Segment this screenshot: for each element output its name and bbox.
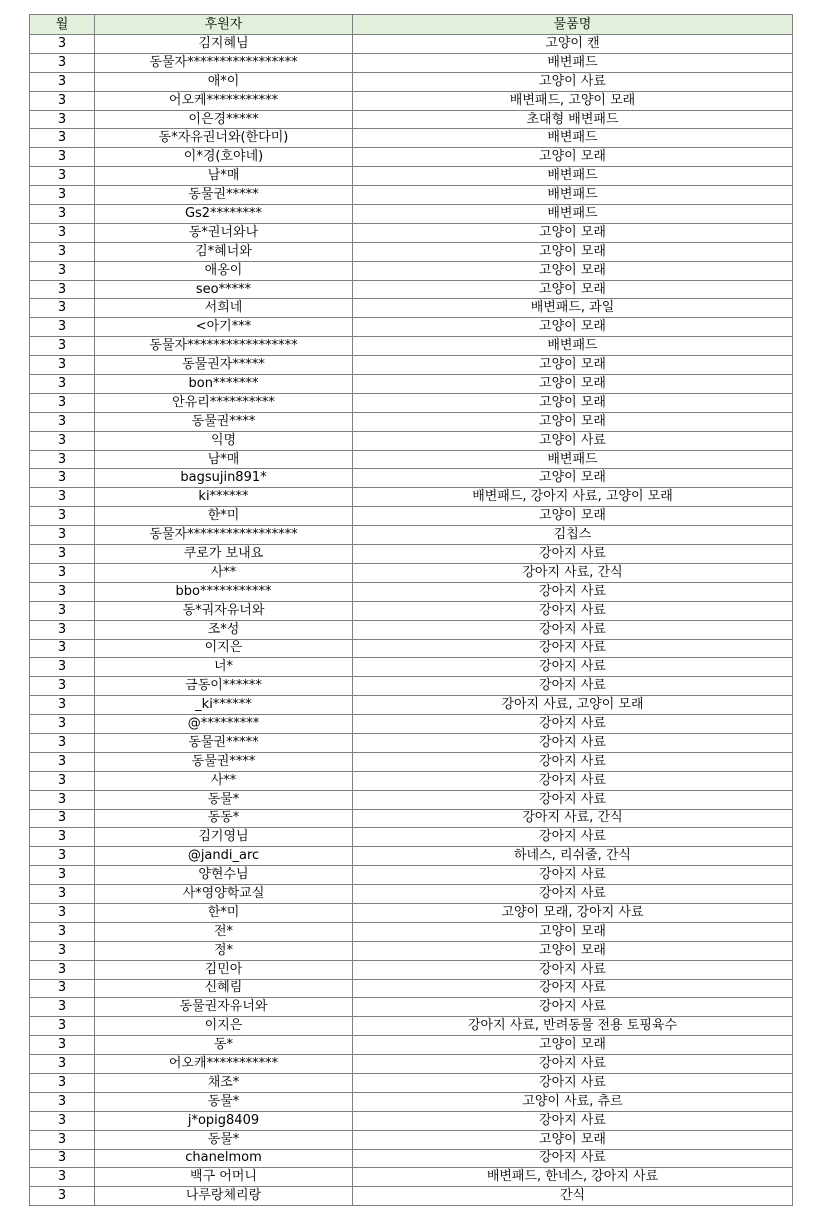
table-row [30,1036,793,1055]
cell-donor: <아기*** [95,318,353,337]
cell-item: 강아지 사료 [353,601,793,620]
table-row [30,960,793,979]
cell-month: 3 [30,91,95,110]
cell-donor: 동동* [95,809,353,828]
cell-month: 3 [30,412,95,431]
cell-item: 고양이 모래, 강아지 사료 [353,903,793,922]
cell-donor: 동물자***************** [95,526,353,545]
cell-donor: @jandi_arc [95,847,353,866]
cell-item: 배변패드 [353,129,793,148]
cell-month: 3 [30,393,95,412]
cell-donor: 동물* [95,1130,353,1149]
cell-donor: 사** [95,563,353,582]
cell-item: 배변패드 [353,53,793,72]
cell-item: 강아지 사료 [353,828,793,847]
cell-item: 강아지 사료 [353,733,793,752]
cell-month: 3 [30,72,95,91]
cell-donor: 동*자유권너와(한다미) [95,129,353,148]
cell-item: 강아지 사료 [353,998,793,1017]
cell-donor: 동* [95,1036,353,1055]
cell-month: 3 [30,242,95,261]
cell-item: 고양이 모래 [353,507,793,526]
cell-donor: 동물권**** [95,752,353,771]
cell-donor: 동*권너와나 [95,223,353,242]
cell-month: 3 [30,53,95,72]
cell-donor: 동물권**** [95,412,353,431]
cell-donor: 애*이 [95,72,353,91]
cell-donor: 동물자***************** [95,337,353,356]
cell-donor: 채조* [95,1073,353,1092]
cell-month: 3 [30,658,95,677]
cell-donor: 동물권자***** [95,356,353,375]
table-row [30,979,793,998]
cell-donor: 김민아 [95,960,353,979]
cell-item: 강아지 사료 [353,866,793,885]
cell-item: 강아지 사료, 간식 [353,563,793,582]
cell-donor: 동물권***** [95,733,353,752]
cell-month: 3 [30,582,95,601]
table-row [30,677,793,696]
cell-donor: 익명 [95,431,353,450]
table-row [30,620,793,639]
table-row [30,431,793,450]
cell-donor: 김기영님 [95,828,353,847]
cell-item: 고양이 모래 [353,148,793,167]
cell-item: 고양이 모래 [353,469,793,488]
cell-item: 고양이 모래 [353,393,793,412]
cell-donor: 금동이****** [95,677,353,696]
cell-month: 3 [30,601,95,620]
cell-item: 고양이 사료, 츄르 [353,1092,793,1111]
cell-item: 고양이 모래 [353,941,793,960]
cell-month: 3 [30,1149,95,1168]
cell-month: 3 [30,960,95,979]
cell-month: 3 [30,866,95,885]
cell-month: 3 [30,299,95,318]
cell-item: 강아지 사료 [353,677,793,696]
cell-month: 3 [30,677,95,696]
cell-donor: 쿠로가 보내요 [95,545,353,564]
cell-month: 3 [30,223,95,242]
cell-donor: 너* [95,658,353,677]
cell-item: 고양이 모래 [353,922,793,941]
table-row [30,35,793,54]
table-row [30,375,793,394]
cell-item: 고양이 모래 [353,356,793,375]
table-row [30,148,793,167]
cell-donor: 정* [95,941,353,960]
cell-item: 강아지 사료 [353,771,793,790]
cell-donor: 사** [95,771,353,790]
cell-donor: _ki****** [95,696,353,715]
table-row [30,1187,793,1206]
cell-month: 3 [30,375,95,394]
table-row [30,318,793,337]
table-row [30,941,793,960]
table-row [30,469,793,488]
cell-item: 하네스, 리쉬줄, 간식 [353,847,793,866]
table-row [30,733,793,752]
cell-month: 3 [30,507,95,526]
table-row [30,280,793,299]
table-row [30,488,793,507]
table-row [30,922,793,941]
cell-month: 3 [30,1073,95,1092]
table-row [30,186,793,205]
cell-item: 고양이 모래 [353,223,793,242]
cell-month: 3 [30,998,95,1017]
cell-donor: 김*혜너와 [95,242,353,261]
table-row [30,715,793,734]
cell-item: 강아지 사료 [353,979,793,998]
cell-item: 강아지 사료 [353,715,793,734]
cell-donor: 신혜림 [95,979,353,998]
table-row [30,1017,793,1036]
cell-donor: 김지혜님 [95,35,353,54]
table-row [30,752,793,771]
cell-month: 3 [30,1036,95,1055]
cell-month: 3 [30,1017,95,1036]
cell-month: 3 [30,752,95,771]
table-body [30,35,793,1206]
cell-item: 강아지 사료 [353,960,793,979]
cell-donor: 동물권***** [95,186,353,205]
cell-item: 고양이 모래 [353,412,793,431]
table-row [30,526,793,545]
table-row [30,545,793,564]
cell-donor: 동물권자유너와 [95,998,353,1017]
cell-item: 김칩스 [353,526,793,545]
cell-month: 3 [30,35,95,54]
cell-donor: 동물자***************** [95,53,353,72]
cell-donor: 동물* [95,1092,353,1111]
cell-donor: 이은경***** [95,110,353,129]
cell-item: 고양이 모래 [353,318,793,337]
cell-item: 고양이 모래 [353,242,793,261]
cell-item: 배변패드 [353,337,793,356]
cell-month: 3 [30,620,95,639]
cell-item: 강아지 사료 [353,658,793,677]
cell-donor: bon******* [95,375,353,394]
table-row [30,1092,793,1111]
header-donor: 후원자 [95,15,353,35]
cell-month: 3 [30,1055,95,1074]
table-row [30,696,793,715]
table-row [30,1168,793,1187]
cell-month: 3 [30,526,95,545]
cell-donor: 한*미 [95,903,353,922]
table-row [30,1055,793,1074]
header-month: 월 [30,15,95,35]
cell-month: 3 [30,431,95,450]
cell-donor: 남*매 [95,450,353,469]
table-row [30,828,793,847]
table-row [30,809,793,828]
cell-donor: 사*영양학교실 [95,885,353,904]
table-row [30,847,793,866]
table-row [30,998,793,1017]
table-row [30,412,793,431]
cell-item: 배변패드 [353,450,793,469]
cell-item: 간식 [353,1187,793,1206]
table-row [30,507,793,526]
cell-month: 3 [30,337,95,356]
cell-month: 3 [30,903,95,922]
cell-item: 강아지 사료, 반려동물 전용 토핑육수 [353,1017,793,1036]
cell-month: 3 [30,488,95,507]
cell-month: 3 [30,639,95,658]
cell-month: 3 [30,318,95,337]
cell-donor: 서희네 [95,299,353,318]
cell-item: 강아지 사료 [353,639,793,658]
cell-month: 3 [30,941,95,960]
table-header [30,15,793,35]
table-row [30,261,793,280]
cell-month: 3 [30,885,95,904]
table-row [30,393,793,412]
cell-item: 고양이 모래 [353,375,793,394]
cell-donor: 전* [95,922,353,941]
cell-item: 배변패드 [353,205,793,224]
cell-month: 3 [30,205,95,224]
cell-donor: Gs2******** [95,205,353,224]
cell-item: 배변패드, 강아지 사료, 고양이 모래 [353,488,793,507]
cell-item: 강아지 사료 [353,885,793,904]
table-row [30,242,793,261]
cell-month: 3 [30,545,95,564]
cell-month: 3 [30,790,95,809]
cell-donor: 이*경(호야네) [95,148,353,167]
cell-donor: 이지은 [95,639,353,658]
cell-donor: 어오케*********** [95,91,353,110]
table-row [30,1130,793,1149]
cell-item: 강아지 사료, 간식 [353,809,793,828]
table-row [30,658,793,677]
cell-month: 3 [30,828,95,847]
cell-item: 배변패드, 고양이 모래 [353,91,793,110]
cell-month: 3 [30,1168,95,1187]
cell-donor: seo***** [95,280,353,299]
cell-item: 강아지 사료 [353,1149,793,1168]
table-row [30,337,793,356]
cell-month: 3 [30,1092,95,1111]
cell-donor: 동*궈자유너와 [95,601,353,620]
cell-item: 강아지 사료 [353,545,793,564]
cell-month: 3 [30,148,95,167]
cell-donor: @********* [95,715,353,734]
cell-month: 3 [30,847,95,866]
cell-donor: 양현수님 [95,866,353,885]
cell-donor: j*opig8409 [95,1111,353,1130]
cell-item: 강아지 사료 [353,1073,793,1092]
cell-item: 강아지 사료 [353,752,793,771]
cell-month: 3 [30,922,95,941]
table-row [30,601,793,620]
cell-donor: 조*성 [95,620,353,639]
cell-item: 강아지 사료 [353,1055,793,1074]
donation-sheet [29,14,793,1206]
cell-item: 고양이 모래 [353,1036,793,1055]
cell-item: 강아지 사료 [353,1111,793,1130]
table-row [30,771,793,790]
cell-month: 3 [30,356,95,375]
cell-item: 초대형 배변패드 [353,110,793,129]
cell-month: 3 [30,563,95,582]
cell-month: 3 [30,186,95,205]
cell-item: 배변패드 [353,186,793,205]
table-row [30,53,793,72]
cell-item: 강아지 사료, 고양이 모래 [353,696,793,715]
cell-month: 3 [30,450,95,469]
table-row [30,167,793,186]
table-row [30,563,793,582]
table-row [30,885,793,904]
header-item: 물품명 [353,15,793,35]
cell-item: 고양이 모래 [353,261,793,280]
table-row [30,582,793,601]
table-row [30,450,793,469]
table-row [30,223,793,242]
table-row [30,866,793,885]
cell-item: 배변패드, 과일 [353,299,793,318]
cell-month: 3 [30,280,95,299]
table-row [30,903,793,922]
cell-item: 고양이 모래 [353,280,793,299]
cell-donor: bagsujin891* [95,469,353,488]
table-row [30,129,793,148]
cell-month: 3 [30,979,95,998]
table-row [30,91,793,110]
cell-item: 고양이 캔 [353,35,793,54]
cell-month: 3 [30,1187,95,1206]
cell-donor: 한*미 [95,507,353,526]
cell-month: 3 [30,715,95,734]
cell-item: 배변패드 [353,167,793,186]
cell-donor: 애옹이 [95,261,353,280]
cell-item: 강아지 사료 [353,582,793,601]
table-row [30,1149,793,1168]
cell-month: 3 [30,110,95,129]
cell-donor: 동물* [95,790,353,809]
cell-month: 3 [30,696,95,715]
cell-month: 3 [30,469,95,488]
cell-item: 고양이 사료 [353,431,793,450]
cell-month: 3 [30,1130,95,1149]
cell-item: 강아지 사료 [353,790,793,809]
cell-donor: 안유리********** [95,393,353,412]
cell-month: 3 [30,129,95,148]
table-row [30,72,793,91]
cell-item: 배변패드, 한네스, 강아지 사료 [353,1168,793,1187]
donation-table [29,14,793,1206]
cell-item: 고양이 사료 [353,72,793,91]
cell-month: 3 [30,733,95,752]
cell-donor: 남*매 [95,167,353,186]
cell-month: 3 [30,261,95,280]
cell-month: 3 [30,167,95,186]
table-row [30,299,793,318]
table-row [30,205,793,224]
cell-donor: 백구 어머니 [95,1168,353,1187]
header-row [30,15,793,35]
table-row [30,1111,793,1130]
cell-donor: bbo*********** [95,582,353,601]
cell-item: 강아지 사료 [353,620,793,639]
cell-donor: 나루랑체리랑 [95,1187,353,1206]
cell-donor: 어오캐*********** [95,1055,353,1074]
table-row [30,639,793,658]
table-row [30,790,793,809]
cell-donor: ki****** [95,488,353,507]
cell-month: 3 [30,771,95,790]
cell-donor: 이지은 [95,1017,353,1036]
table-row [30,1073,793,1092]
cell-donor: chanelmom [95,1149,353,1168]
table-row [30,356,793,375]
cell-month: 3 [30,809,95,828]
cell-item: 고양이 모래 [353,1130,793,1149]
cell-month: 3 [30,1111,95,1130]
table-row [30,110,793,129]
